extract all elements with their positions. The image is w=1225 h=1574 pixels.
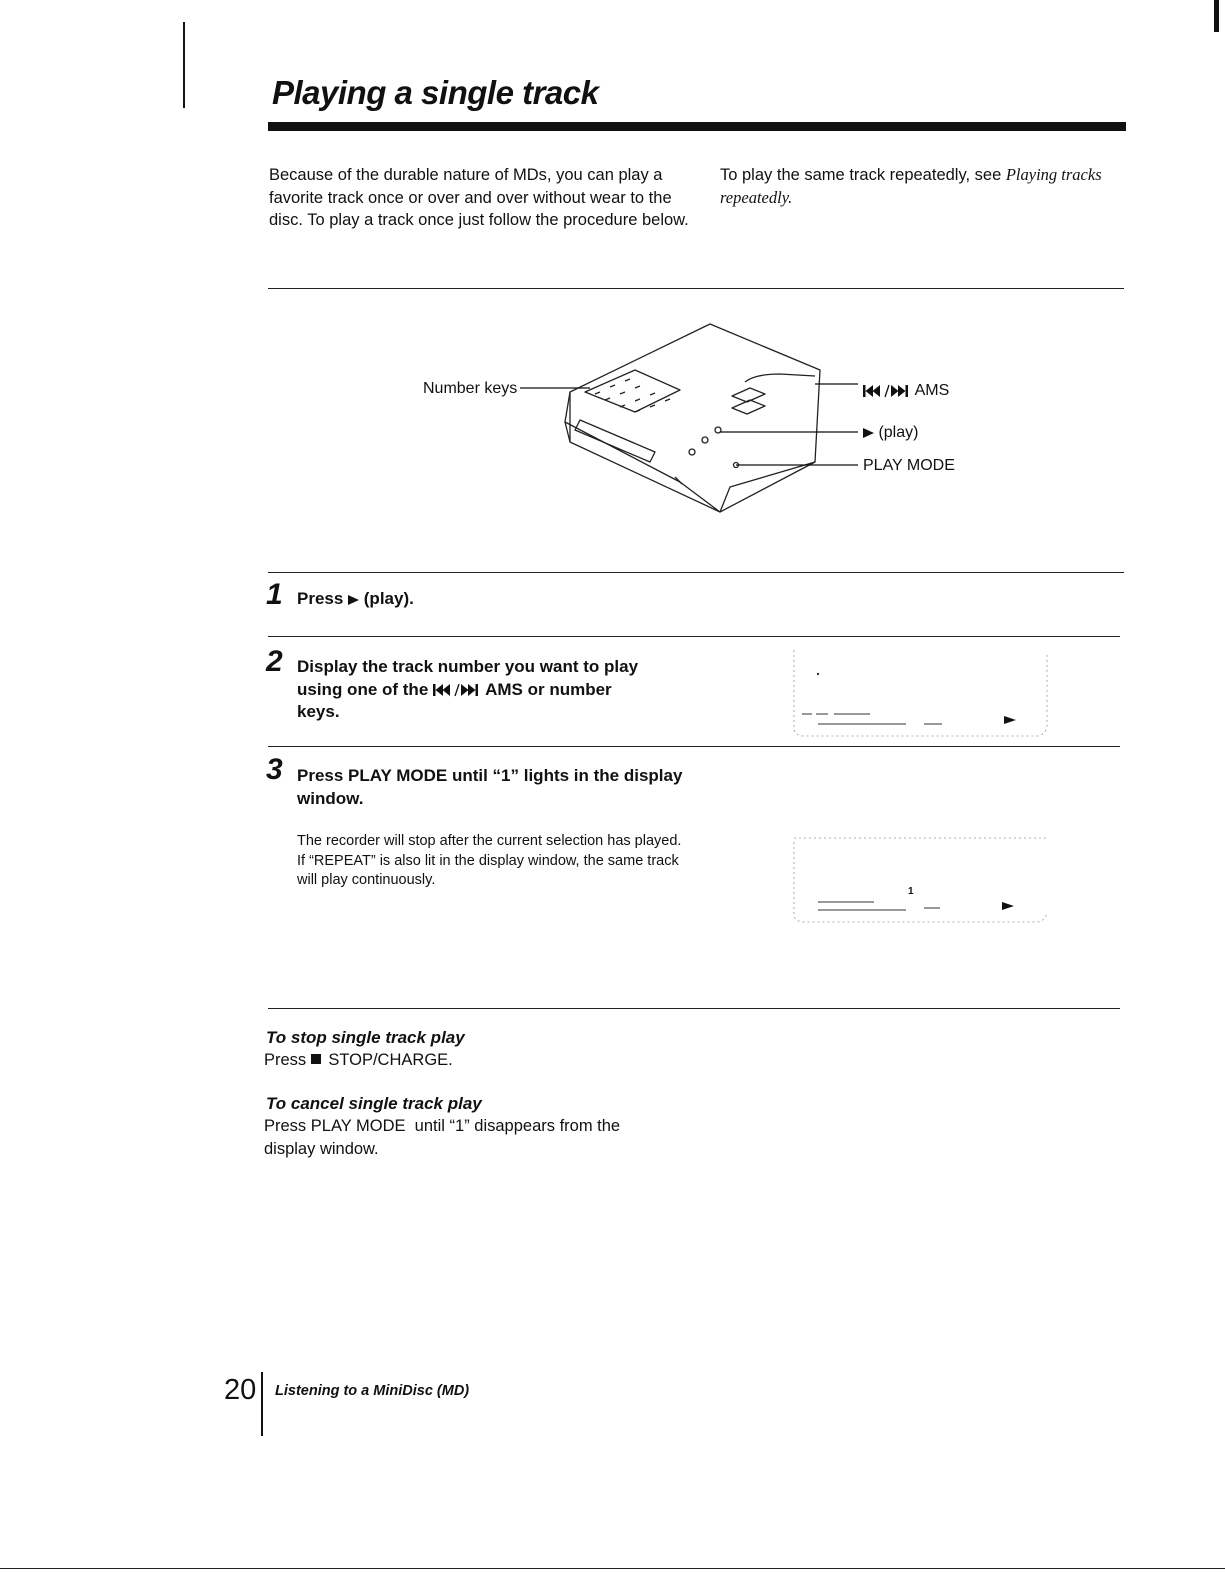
stop-suffix: STOP/CHARGE. [323,1051,453,1069]
recorder-illustration [420,312,1040,532]
page-bottom-rule [0,1568,1225,1569]
cancel-text: Press PLAY MODE until “1” disappears from the display window. [264,1117,625,1158]
cross-reference: Playing tracks repeatedly. [720,165,1102,207]
number-keys-label: Number keys [423,380,518,397]
cancel-heading: To cancel single track play [266,1094,482,1113]
step-1-text [297,588,414,611]
step-3-note: The recorder will stop after the current selection has played. If “REPEAT” is also lit in the display window, the same track will play continuously. [297,833,682,888]
skip-prev-next-icon [863,384,911,398]
footer-section-title: Listening to a MiniDisc (MD) [275,1383,470,1399]
step-2-line-3: keys. [297,702,340,721]
step-3-number: 3 [266,753,283,786]
section-divider [268,1008,1120,1009]
step-2-line-2-suffix: AMS or number [481,679,612,699]
step-2-line-2-prefix: using one of the [297,679,433,699]
stop-text [264,1049,453,1072]
step-2-line-1: Display the track number you want to play [297,657,639,676]
intro-left-text: Because of the durable nature of MDs, you can play a favorite track once or over and over without wear to the disc. To play a track once just follow the procedure below. [269,166,689,229]
intro-right-text [720,164,1110,209]
recorder-diagram [420,312,1040,532]
display-window-illustration [790,642,1052,742]
page-number: 20 [224,1374,257,1406]
section-divider [268,572,1124,573]
ams-callout [863,382,949,400]
ams-label: AMS [914,382,950,399]
play-label: (play) [878,424,919,441]
stop-heading: To stop single track play [266,1028,465,1047]
step-2-number: 2 [266,645,283,678]
title-rule [268,122,1126,131]
skip-prev-next-icon [433,683,481,697]
lcd-indicator: 1 [908,886,914,897]
step-1-number: 1 [266,578,283,611]
step-1-prefix: Press [297,589,349,608]
play-mode-label: PLAY MODE [863,457,955,474]
play-icon [863,428,874,438]
step-2-text [297,656,717,724]
binding-mark [183,22,185,108]
page-title: Playing a single track [272,74,599,111]
play-callout [863,424,918,442]
binding-mark [1214,0,1219,32]
footer-rule [261,1372,263,1436]
intro-right-prefix: To play the same track repeatedly, see [720,166,1006,184]
stop-prefix: Press [264,1051,311,1069]
stop-icon [311,1054,321,1064]
display-window-illustration [790,832,1052,932]
step-divider [268,746,1120,747]
step-1-suffix: (play). [359,589,414,608]
step-3-text: Press PLAY MODE until “1” lights in the display window. [297,766,683,808]
section-divider [268,288,1124,289]
step-divider [268,636,1120,637]
step-2-line-2 [297,679,717,702]
play-icon [348,595,359,605]
